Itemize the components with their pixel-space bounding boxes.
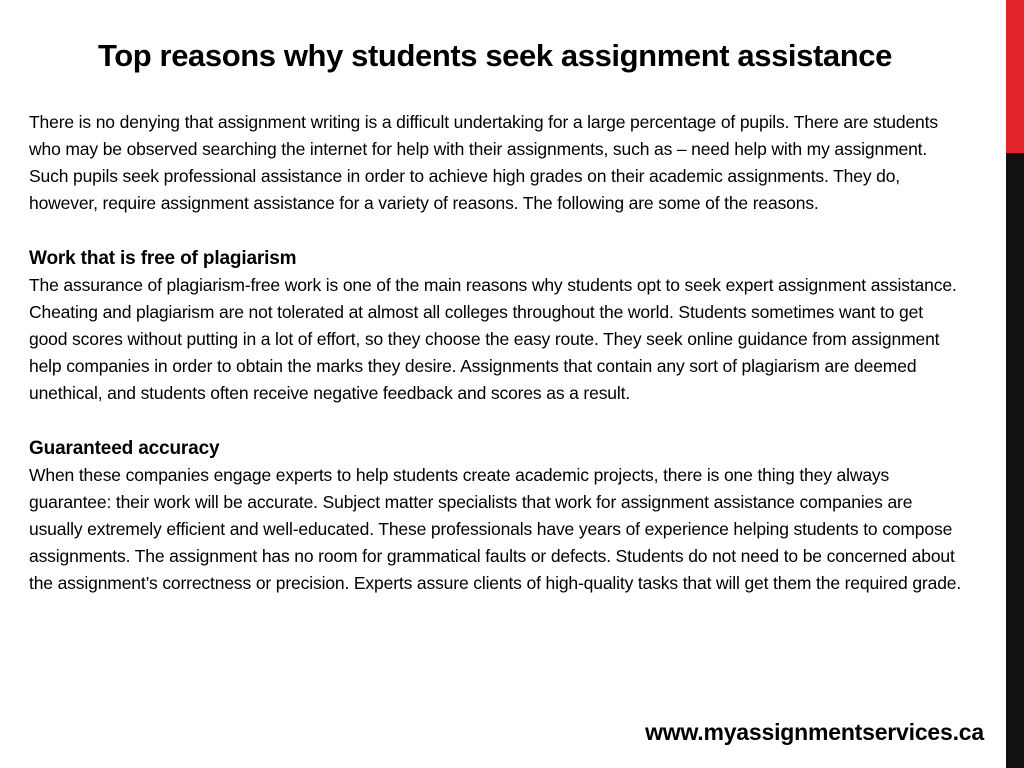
intro-paragraph: There is no denying that assignment writing is a difficult undertaking for a large percentage of pupils. There are students who may be observed searching the internet for help with their assignments, such as – need help with my assignment. Such pupils seek professional assistance in order to achieve high grades on their academic assignments. They do, however, require assignment assistance for a variety of reasons. The following are some of the reasons. — [29, 112, 938, 213]
slide-content — [29, 109, 964, 597]
footer-website-link[interactable]: www.myassignmentservices.ca — [645, 719, 984, 745]
section-body-plagiarism: The assurance of plagiarism-free work is one of the main reasons why students opt to seek expert assignment assistance. Cheating and plagiarism are not tolerated at almost all colleges throughout the world. Students sometimes want to get good scores without putting in a lot of effort, so they choose the easy route. They seek online guidance from assignment help companies in order to obtain the marks they desire. Assignments that contain any sort of plagiarism are deemed unethical, and students often receive negative feedback and scores as a result. — [29, 275, 957, 403]
side-accent-red — [1006, 0, 1024, 153]
section-heading-plagiarism: Work that is free of plagiarism — [29, 248, 297, 269]
paragraph-spacer — [29, 407, 964, 434]
section-body-accuracy: When these companies engage experts to help students create academic projects, there is one thing they always guarantee: their work will be accurate. Subject matter specialists that work for assignment assistance companies are usually extremely efficient and well-educated. These professionals have years of experience helping students to compose assignments. The assignment has no room for grammatical faults or defects. Students do not need to be concerned about the assignment’s correctness or precision. Experts assure clients of high-quality tasks that will get them the required grade. — [29, 465, 962, 593]
section-heading-accuracy: Guaranteed accuracy — [29, 438, 220, 459]
slide-title: Top reasons why students seek assignment assistance — [98, 38, 892, 73]
paragraph-spacer — [29, 217, 964, 244]
side-accent-black — [1006, 153, 1024, 768]
side-accent-bar — [1006, 0, 1024, 768]
